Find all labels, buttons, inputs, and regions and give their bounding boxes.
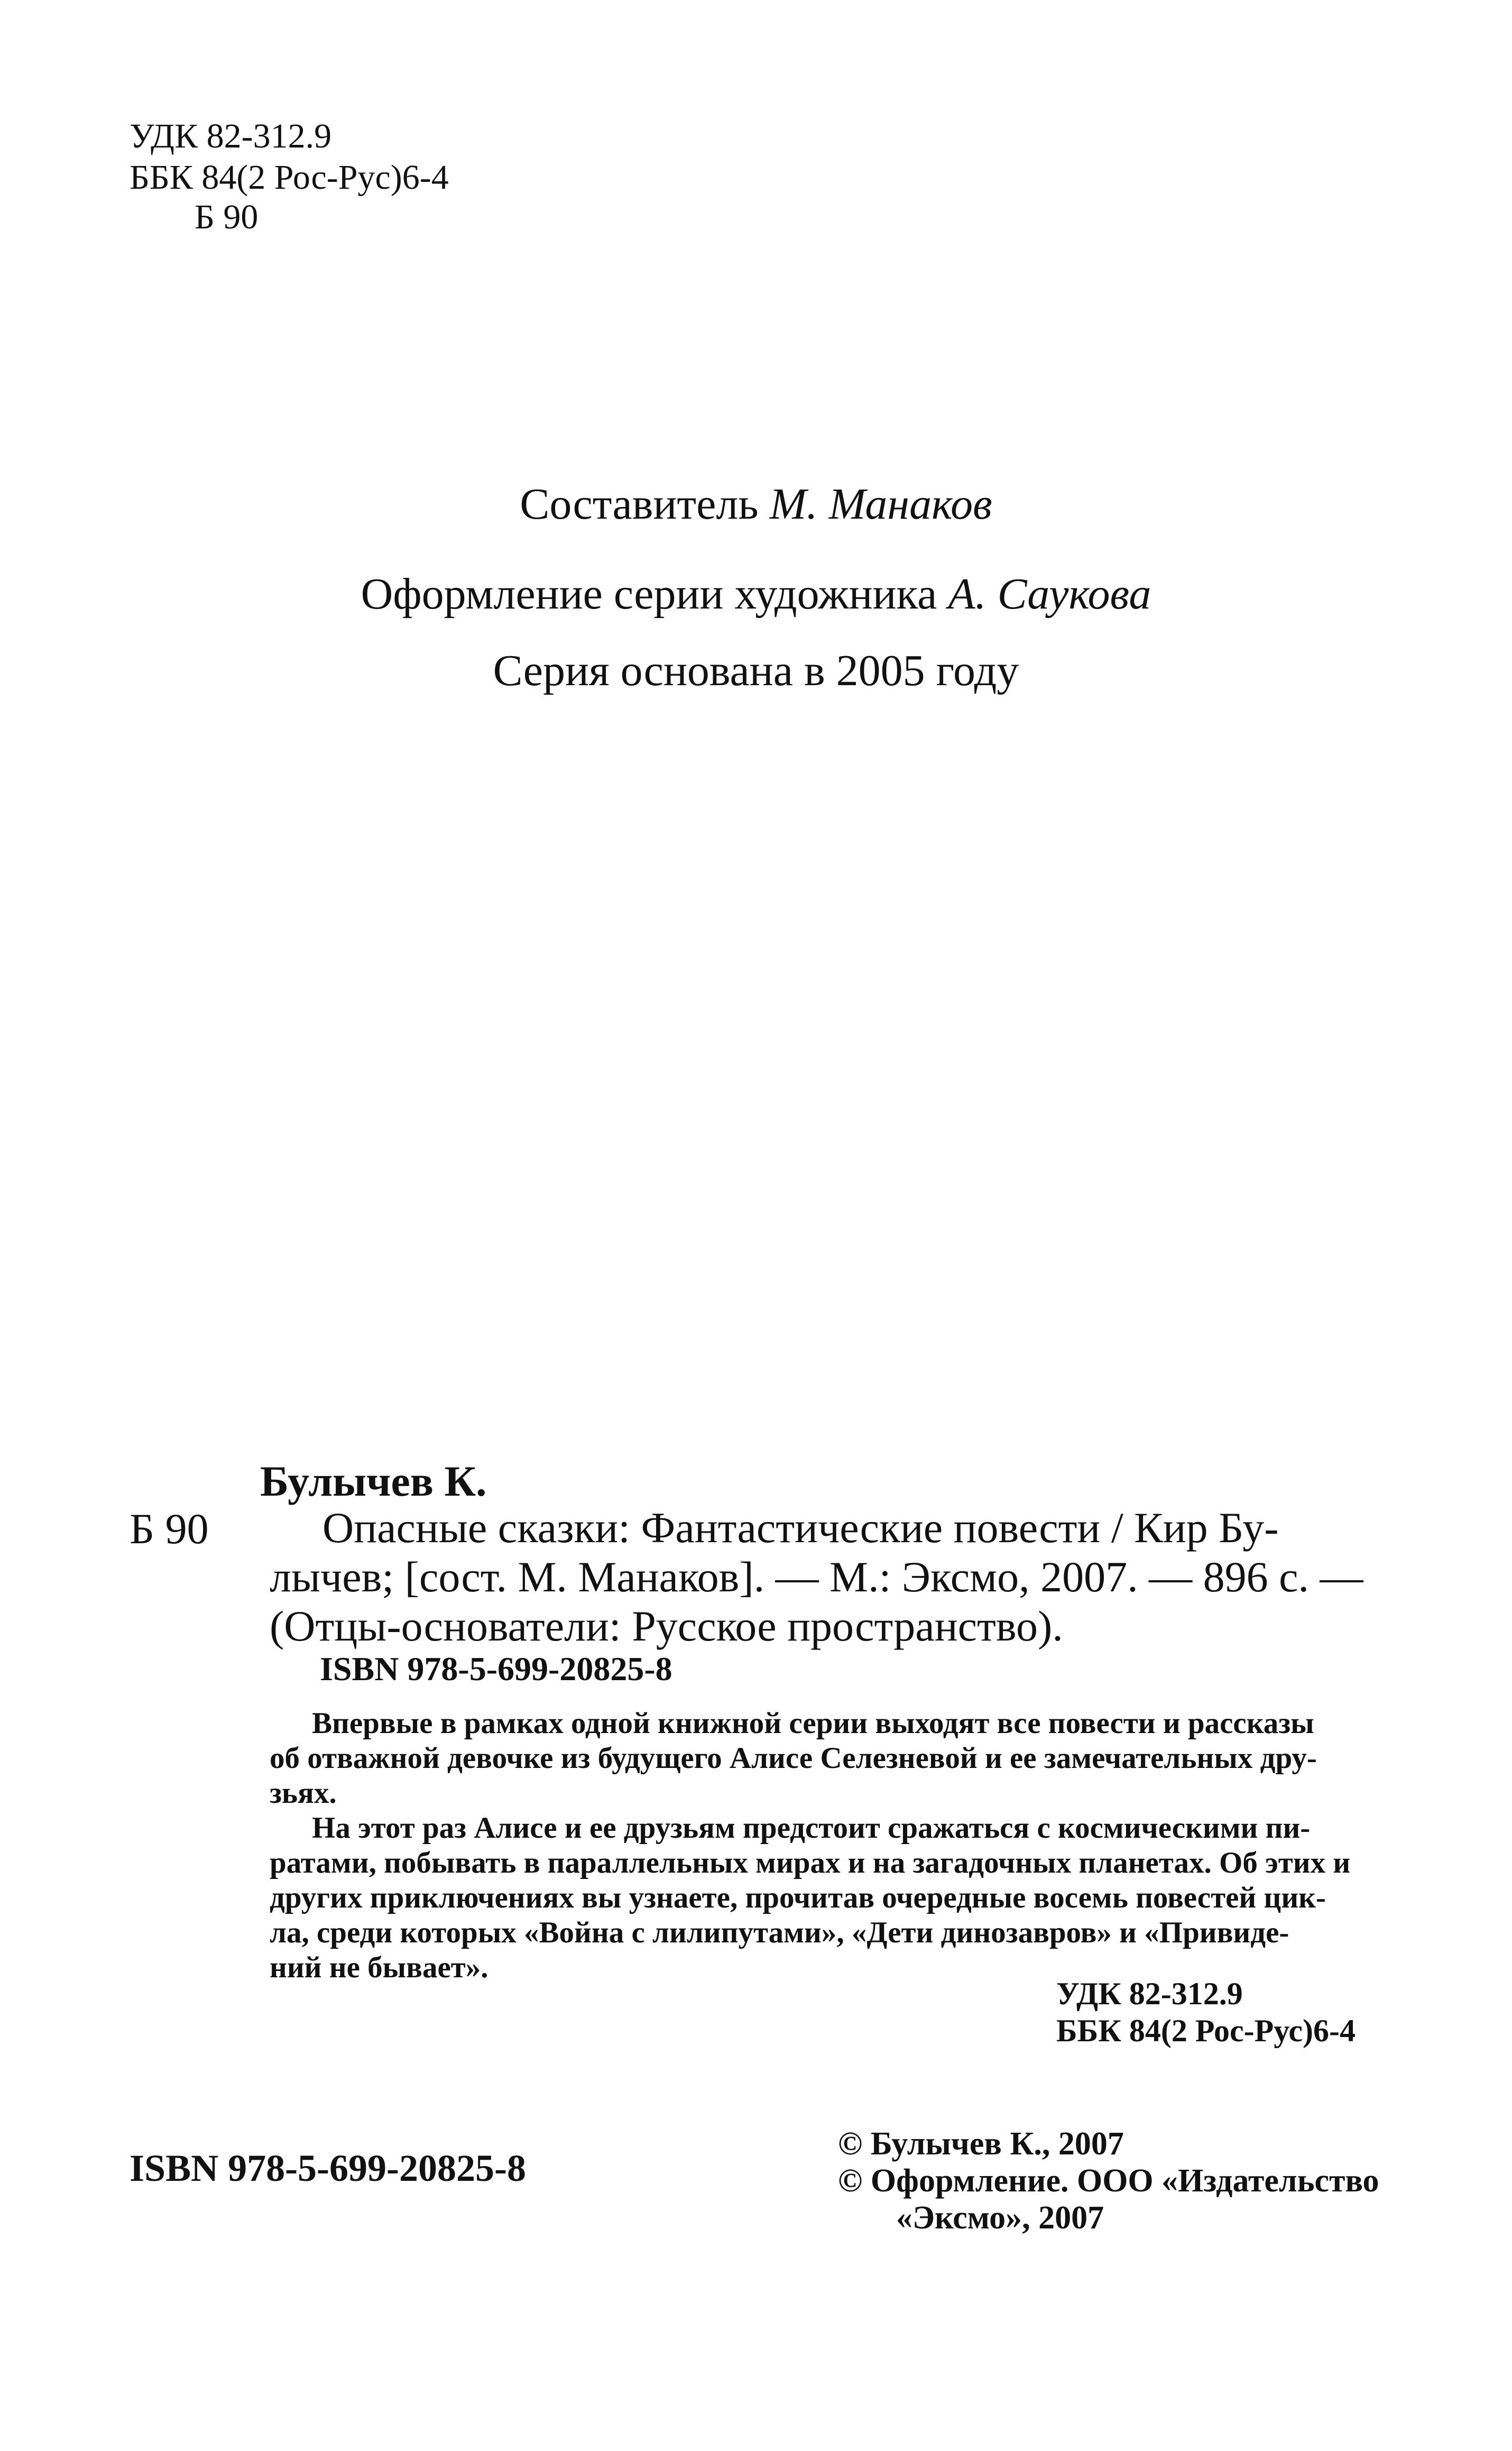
annotation	[270, 1706, 1390, 1985]
bbk-code: ББК 84(2 Рос-Рус)6-4	[130, 158, 449, 197]
design-name: А. Саукова	[948, 569, 1151, 619]
annotation-line: ний не бывает».	[270, 1951, 488, 1984]
bbk-code-bottom: ББК 84(2 Рос-Рус)6-4	[1056, 2013, 1356, 2048]
compiler-credit	[0, 478, 1512, 530]
footer-isbn: ISBN 978-5-699-20825-8	[130, 2147, 526, 2189]
copyright-block	[838, 2125, 1379, 2236]
record-line: (Отцы-основатели: Русское пространство).	[270, 1602, 1063, 1650]
annotation-line: На этот раз Алисе и ее друзьям предстоит сражаться с космическими пи-	[312, 1811, 1311, 1845]
annotation-line: Впервые в рамках одной книжной серии выходят все повести и рассказы	[312, 1707, 1314, 1740]
compiler-label: Составитель	[520, 480, 759, 529]
copyright-design: © Оформление. ООО «Издательство	[838, 2163, 1379, 2199]
annotation-line: ла, среди которых «Война с лилипутами», «Дети динозавров» и «Привиде-	[270, 1916, 1289, 1949]
author-sign-code: Б 90	[195, 198, 259, 236]
series-founded: Серия основана в 2005 году	[493, 646, 1019, 695]
record-author: Булычев К.	[260, 1457, 487, 1505]
copyright-design-cont: «Эксмо», 2007	[896, 2200, 1104, 2236]
design-credit	[0, 568, 1512, 620]
annotation-line: ратами, побывать в параллельных мирах и на загадочных планетах. Об этих и	[270, 1846, 1351, 1879]
copyright-author: © Булычев К., 2007	[838, 2126, 1124, 2162]
udk-code: УДК 82-312.9	[130, 117, 332, 155]
annotation-line: других приключениях вы узнаете, прочитав очередные восемь повестей цик-	[270, 1881, 1326, 1914]
record-line: Опасные сказки: Фантастические повести / Кир Бу-	[322, 1504, 1279, 1552]
record-description	[270, 1503, 1390, 1651]
annotation-line: об отважной девочке из будущего Алисе Селезневой и ее замечательных дру-	[270, 1742, 1317, 1775]
udk-code-bottom: УДК 82-312.9	[1056, 1976, 1243, 2011]
annotation-line: зьях.	[270, 1776, 337, 1810]
design-label: Оформление серии художника	[361, 569, 937, 619]
compiler-name: М. Манаков	[769, 480, 992, 529]
record-isbn: ISBN 978-5-699-20825-8	[320, 1650, 672, 1688]
record-line: лычев; [сост. М. Манаков]. — М.: Эксмо, 2007. — 896 с. —	[270, 1553, 1363, 1601]
record-code: Б 90	[130, 1505, 209, 1553]
